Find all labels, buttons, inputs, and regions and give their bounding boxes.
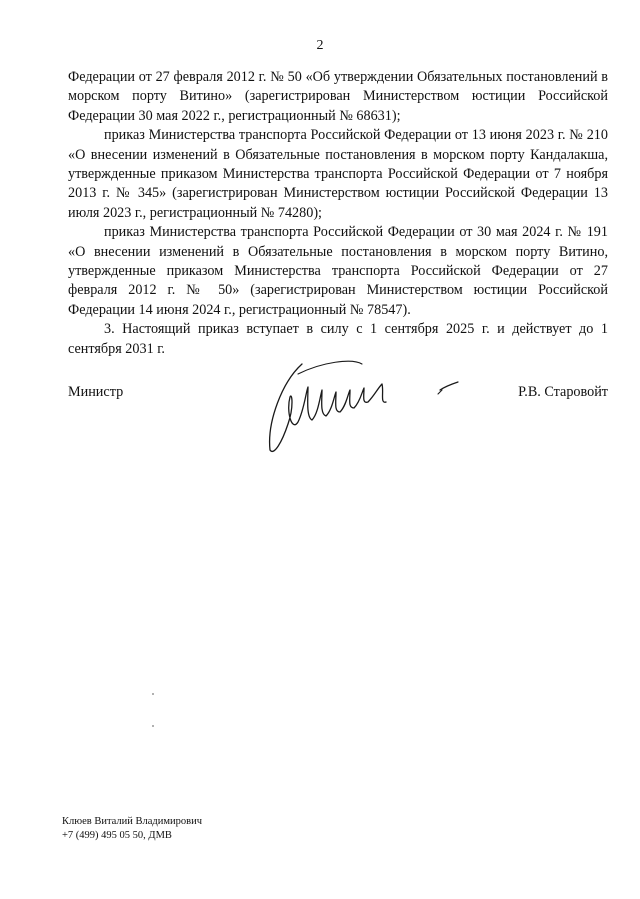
footer-author: Клюев Виталий Владимирович bbox=[62, 816, 203, 827]
signer-title: Министр bbox=[68, 384, 124, 400]
scan-speck bbox=[152, 725, 154, 727]
paragraph-order-191: приказ Министерства транспорта Российской Федерации от 30 мая 2024 г. № 191 «О внесении изменений в Обязательные постановления в морском порту Витино, утвержденные приказом Министерства транспорта Российской Федерации от 27 февраля 2012 г. № 50» (зарегистрирован Министерством юстиции Российской Федерации 14 июня 2024 г., регистрационный № 78547). bbox=[68, 224, 608, 318]
paragraph-order-210: приказ Министерства транспорта Российской Федерации от 13 июня 2023 г. № 210 «О внесении изменений в Обязательные постановления в морском порту Кандалакша, утвержденные приказом Министерства транспорта Российской Федерации от 7 ноября 2013 г. № 345» (зарегистрирован Министерством юстиции Российской Федерации 13 июля 2023 г., регистрационный № 74280); bbox=[68, 127, 608, 221]
signer-name: Р.В. Старовойт bbox=[518, 384, 608, 400]
paragraph-continuation: Федерации от 27 февраля 2012 г. № 50 «Об утверждении Обязательных постановлений в морском порту Витино» (зарегистрирован Министерством юстиции Российской Федерации 30 мая 2022 г., регистрационный № 68631); bbox=[68, 69, 608, 124]
scan-speck bbox=[152, 693, 154, 695]
footer bbox=[62, 815, 202, 843]
footer-phone: +7 (499) 495 05 50, ДМВ bbox=[62, 830, 172, 841]
paragraph-effective-date: 3. Настоящий приказ вступает в силу с 1 сентября 2025 г. и действует до 1 сентября 2031 г. bbox=[68, 321, 608, 357]
document-body bbox=[68, 68, 608, 359]
page-number: 2 bbox=[316, 38, 324, 53]
handwritten-signature bbox=[262, 352, 462, 462]
